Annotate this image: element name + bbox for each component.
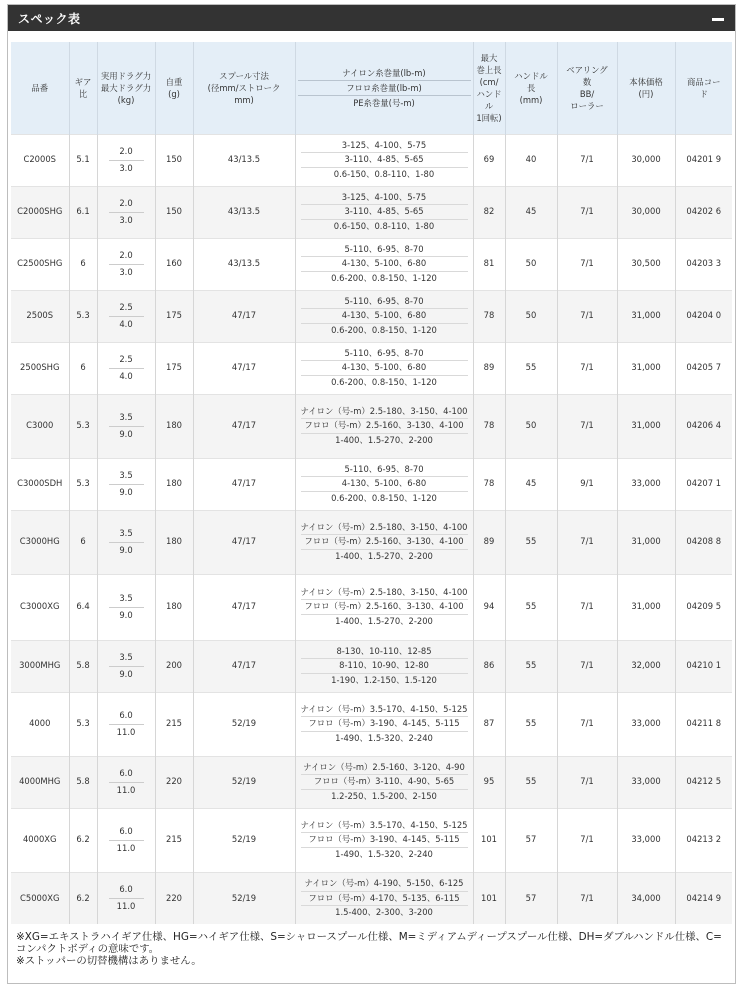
- cell-bearing: 7/1: [557, 872, 617, 924]
- cell-capacity: ナイロン（号-m）3.5-170、4-150、5-125 フロロ（号-m）3-190、4-145、5-115 1-490、1.5-320、2-240: [295, 808, 473, 872]
- cell-weight: 175: [155, 290, 193, 342]
- cell-bearing: 7/1: [557, 574, 617, 640]
- col-drag: 実用ドラグ力 最大ドラグ力 (kg): [97, 42, 155, 134]
- cell-drag: 6.0 11.0: [97, 808, 155, 872]
- cell-spool: 47/17: [193, 510, 295, 574]
- cell-gear: 5.1: [69, 134, 97, 186]
- cell-handle: 55: [505, 510, 557, 574]
- cell-weight: 180: [155, 458, 193, 510]
- footnote: ※XG=エキストラハイギア仕様、HG=ハイギア仕様、S=シャロースプール仕様、M=ミディアムディープスプール仕様、DH=ダブルハンドル仕様、C=コンパクトボディの意味です。: [16, 931, 722, 955]
- table-row: [11, 692, 732, 756]
- cell-handle: 50: [505, 238, 557, 290]
- cell-code: 04211 8: [675, 692, 732, 756]
- cell-gear: 5.8: [69, 756, 97, 808]
- cell-code: 04204 0: [675, 290, 732, 342]
- col-model: 品番: [11, 42, 69, 134]
- cell-spool: 47/17: [193, 574, 295, 640]
- cell-bearing: 7/1: [557, 692, 617, 756]
- col-price: 本体価格 (円): [617, 42, 675, 134]
- cell-weight: 220: [155, 756, 193, 808]
- cell-model: C2000SHG: [11, 186, 69, 238]
- cell-gear: 5.3: [69, 692, 97, 756]
- cell-drag: 3.5 9.0: [97, 394, 155, 458]
- cell-model: C2500SHG: [11, 238, 69, 290]
- cell-weight: 160: [155, 238, 193, 290]
- cell-code: 04206 4: [675, 394, 732, 458]
- cell-spool: 47/17: [193, 394, 295, 458]
- cell-handle: 45: [505, 186, 557, 238]
- cell-drag: 2.0 3.0: [97, 238, 155, 290]
- cell-gear: 6: [69, 342, 97, 394]
- cell-handle: 55: [505, 342, 557, 394]
- cell-retrieve: 94: [473, 574, 505, 640]
- cell-price: 34,000: [617, 872, 675, 924]
- cell-spool: 47/17: [193, 290, 295, 342]
- cell-drag: 3.5 9.0: [97, 510, 155, 574]
- cell-capacity: 3-125、4-100、5-75 3-110、4-85、5-65 0.6-150、0.8-110、1-80: [295, 186, 473, 238]
- cell-handle: 45: [505, 458, 557, 510]
- cell-handle: 50: [505, 290, 557, 342]
- table-row: [11, 134, 732, 186]
- cell-bearing: 7/1: [557, 756, 617, 808]
- cell-drag: 3.5 9.0: [97, 574, 155, 640]
- cell-capacity: ナイロン（号-m）4-190、5-150、6-125 フロロ（号-m）4-170、5-135、6-115 1.5-400、2-300、3-200: [295, 872, 473, 924]
- cell-retrieve: 101: [473, 808, 505, 872]
- cell-code: 04207 1: [675, 458, 732, 510]
- cell-capacity: 5-110、6-95、8-70 4-130、5-100、6-80 0.6-200、0.8-150、1-120: [295, 342, 473, 394]
- cell-bearing: 9/1: [557, 458, 617, 510]
- cell-weight: 150: [155, 134, 193, 186]
- cell-bearing: 7/1: [557, 342, 617, 394]
- cell-drag: 3.5 9.0: [97, 458, 155, 510]
- spec-table-wrapper: [11, 42, 732, 924]
- cell-bearing: 7/1: [557, 238, 617, 290]
- cell-drag: 3.5 9.0: [97, 640, 155, 692]
- cell-model: 2500SHG: [11, 342, 69, 394]
- cell-weight: 150: [155, 186, 193, 238]
- cell-model: C5000XG: [11, 872, 69, 924]
- cell-capacity: ナイロン（号-m）2.5-160、3-120、4-90 フロロ（号-m）3-110、4-90、5-65 1.2-250、1.5-200、2-150: [295, 756, 473, 808]
- spec-panel-title: スペック表: [18, 11, 81, 26]
- cell-retrieve: 82: [473, 186, 505, 238]
- cell-capacity: ナイロン（号-m）2.5-180、3-150、4-100 フロロ（号-m）2.5-160、3-130、4-100 1-400、1.5-270、2-200: [295, 394, 473, 458]
- cell-model: C2000S: [11, 134, 69, 186]
- cell-code: 04202 6: [675, 186, 732, 238]
- cell-price: 33,000: [617, 692, 675, 756]
- cell-spool: 47/17: [193, 640, 295, 692]
- col-spool: スプール寸法 (径mm/ストローク mm): [193, 42, 295, 134]
- header-row: [11, 42, 732, 134]
- cell-weight: 220: [155, 872, 193, 924]
- cell-gear: 6: [69, 238, 97, 290]
- cell-retrieve: 101: [473, 872, 505, 924]
- cell-bearing: 7/1: [557, 640, 617, 692]
- col-handle: ハンドル 長 (mm): [505, 42, 557, 134]
- cell-handle: 57: [505, 872, 557, 924]
- spec-table-body: [11, 134, 732, 924]
- cell-price: 30,000: [617, 186, 675, 238]
- cell-spool: 52/19: [193, 692, 295, 756]
- table-row: [11, 394, 732, 458]
- cell-retrieve: 95: [473, 756, 505, 808]
- cell-spool: 47/17: [193, 342, 295, 394]
- cell-gear: 5.3: [69, 394, 97, 458]
- cell-code: 04201 9: [675, 134, 732, 186]
- cell-bearing: 7/1: [557, 394, 617, 458]
- cell-code: 04212 5: [675, 756, 732, 808]
- table-row: [11, 756, 732, 808]
- cell-gear: 5.3: [69, 458, 97, 510]
- cell-capacity: 3-125、4-100、5-75 3-110、4-85、5-65 0.6-150、0.8-110、1-80: [295, 134, 473, 186]
- cell-handle: 50: [505, 394, 557, 458]
- cell-model: C3000HG: [11, 510, 69, 574]
- cell-code: 04214 9: [675, 872, 732, 924]
- cell-drag: 6.0 11.0: [97, 872, 155, 924]
- cell-gear: 5.3: [69, 290, 97, 342]
- cell-price: 33,000: [617, 808, 675, 872]
- cell-retrieve: 69: [473, 134, 505, 186]
- cell-capacity: ナイロン（号-m）3.5-170、4-150、5-125 フロロ（号-m）3-190、4-145、5-115 1-490、1.5-320、2-240: [295, 692, 473, 756]
- cell-spool: 52/19: [193, 808, 295, 872]
- cell-bearing: 7/1: [557, 808, 617, 872]
- cell-code: 04210 1: [675, 640, 732, 692]
- cell-gear: 6.4: [69, 574, 97, 640]
- table-row: [11, 238, 732, 290]
- cell-model: 3000MHG: [11, 640, 69, 692]
- spec-panel-header[interactable]: [8, 5, 735, 31]
- cell-gear: 6.2: [69, 808, 97, 872]
- table-row: [11, 342, 732, 394]
- cell-retrieve: 78: [473, 394, 505, 458]
- cell-retrieve: 78: [473, 290, 505, 342]
- cell-spool: 52/19: [193, 756, 295, 808]
- cell-bearing: 7/1: [557, 510, 617, 574]
- cell-gear: 6.1: [69, 186, 97, 238]
- cell-retrieve: 86: [473, 640, 505, 692]
- cell-bearing: 7/1: [557, 186, 617, 238]
- collapse-minus-icon[interactable]: [711, 11, 725, 25]
- cell-model: C3000XG: [11, 574, 69, 640]
- cell-code: 04209 5: [675, 574, 732, 640]
- cell-bearing: 7/1: [557, 134, 617, 186]
- cell-spool: 43/13.5: [193, 186, 295, 238]
- table-row: [11, 872, 732, 924]
- cell-drag: 2.0 3.0: [97, 134, 155, 186]
- cell-handle: 55: [505, 640, 557, 692]
- cell-model: C3000: [11, 394, 69, 458]
- cell-drag: 6.0 11.0: [97, 692, 155, 756]
- cell-capacity: ナイロン（号-m）2.5-180、3-150、4-100 フロロ（号-m）2.5-160、3-130、4-100 1-400、1.5-270、2-200: [295, 510, 473, 574]
- cell-handle: 55: [505, 692, 557, 756]
- cell-gear: 6: [69, 510, 97, 574]
- cell-weight: 215: [155, 808, 193, 872]
- cell-code: 04213 2: [675, 808, 732, 872]
- table-row: [11, 458, 732, 510]
- spec-table: [11, 42, 732, 924]
- table-row: [11, 290, 732, 342]
- cell-price: 31,000: [617, 342, 675, 394]
- cell-price: 31,000: [617, 510, 675, 574]
- cell-retrieve: 89: [473, 510, 505, 574]
- cell-price: 33,000: [617, 756, 675, 808]
- cell-weight: 180: [155, 574, 193, 640]
- cell-price: 30,000: [617, 134, 675, 186]
- cell-model: C3000SDH: [11, 458, 69, 510]
- cell-price: 32,000: [617, 640, 675, 692]
- cell-spool: 43/13.5: [193, 134, 295, 186]
- cell-gear: 6.2: [69, 872, 97, 924]
- cell-drag: 6.0 11.0: [97, 756, 155, 808]
- cell-weight: 175: [155, 342, 193, 394]
- cell-model: 2500S: [11, 290, 69, 342]
- cell-code: 04203 3: [675, 238, 732, 290]
- cell-drag: 2.5 4.0: [97, 290, 155, 342]
- cell-code: 04205 7: [675, 342, 732, 394]
- cell-bearing: 7/1: [557, 290, 617, 342]
- col-capacity: ナイロン糸巻量(lb-m) フロロ糸巻量(lb-m) PE糸巻量(号-m): [295, 42, 473, 134]
- spec-panel: [7, 4, 736, 984]
- cell-capacity: 5-110、6-95、8-70 4-130、5-100、6-80 0.6-200、0.8-150、1-120: [295, 458, 473, 510]
- table-row: [11, 640, 732, 692]
- cell-capacity: 5-110、6-95、8-70 4-130、5-100、6-80 0.6-200、0.8-150、1-120: [295, 238, 473, 290]
- cell-spool: 43/13.5: [193, 238, 295, 290]
- table-row: [11, 186, 732, 238]
- col-bearing: ベアリング 数 BB/ ローラー: [557, 42, 617, 134]
- cell-weight: 180: [155, 394, 193, 458]
- cell-model: 4000XG: [11, 808, 69, 872]
- cell-price: 30,500: [617, 238, 675, 290]
- cell-capacity: 8-130、10-110、12-85 8-110、10-90、12-80 1-190、1.2-150、1.5-120: [295, 640, 473, 692]
- table-row: [11, 808, 732, 872]
- footnote: ※ストッパーの切替機構はありません。: [16, 955, 202, 967]
- col-retrieve: 最大 巻上長 (cm/ ハンド ル 1回転): [473, 42, 505, 134]
- cell-capacity: ナイロン（号-m）2.5-180、3-150、4-100 フロロ（号-m）2.5-160、3-130、4-100 1-400、1.5-270、2-200: [295, 574, 473, 640]
- cell-model: 4000: [11, 692, 69, 756]
- cell-capacity: 5-110、6-95、8-70 4-130、5-100、6-80 0.6-200、0.8-150、1-120: [295, 290, 473, 342]
- cell-weight: 215: [155, 692, 193, 756]
- cell-model: 4000MHG: [11, 756, 69, 808]
- cell-retrieve: 89: [473, 342, 505, 394]
- cell-drag: 2.5 4.0: [97, 342, 155, 394]
- cell-handle: 40: [505, 134, 557, 186]
- cell-code: 04208 8: [675, 510, 732, 574]
- cell-handle: 55: [505, 756, 557, 808]
- table-row: [11, 510, 732, 574]
- cell-spool: 47/17: [193, 458, 295, 510]
- cell-weight: 180: [155, 510, 193, 574]
- cell-retrieve: 81: [473, 238, 505, 290]
- cell-gear: 5.8: [69, 640, 97, 692]
- cell-price: 31,000: [617, 394, 675, 458]
- cell-retrieve: 87: [473, 692, 505, 756]
- cell-price: 33,000: [617, 458, 675, 510]
- col-gear: ギア比: [69, 42, 97, 134]
- table-row: [11, 574, 732, 640]
- col-weight: 自重 (g): [155, 42, 193, 134]
- cell-weight: 200: [155, 640, 193, 692]
- cell-spool: 52/19: [193, 872, 295, 924]
- cell-retrieve: 78: [473, 458, 505, 510]
- cell-handle: 57: [505, 808, 557, 872]
- col-code: 商品コー ド: [675, 42, 732, 134]
- cell-handle: 55: [505, 574, 557, 640]
- footnotes: [16, 931, 726, 967]
- cell-drag: 2.0 3.0: [97, 186, 155, 238]
- cell-price: 31,000: [617, 574, 675, 640]
- cell-price: 31,000: [617, 290, 675, 342]
